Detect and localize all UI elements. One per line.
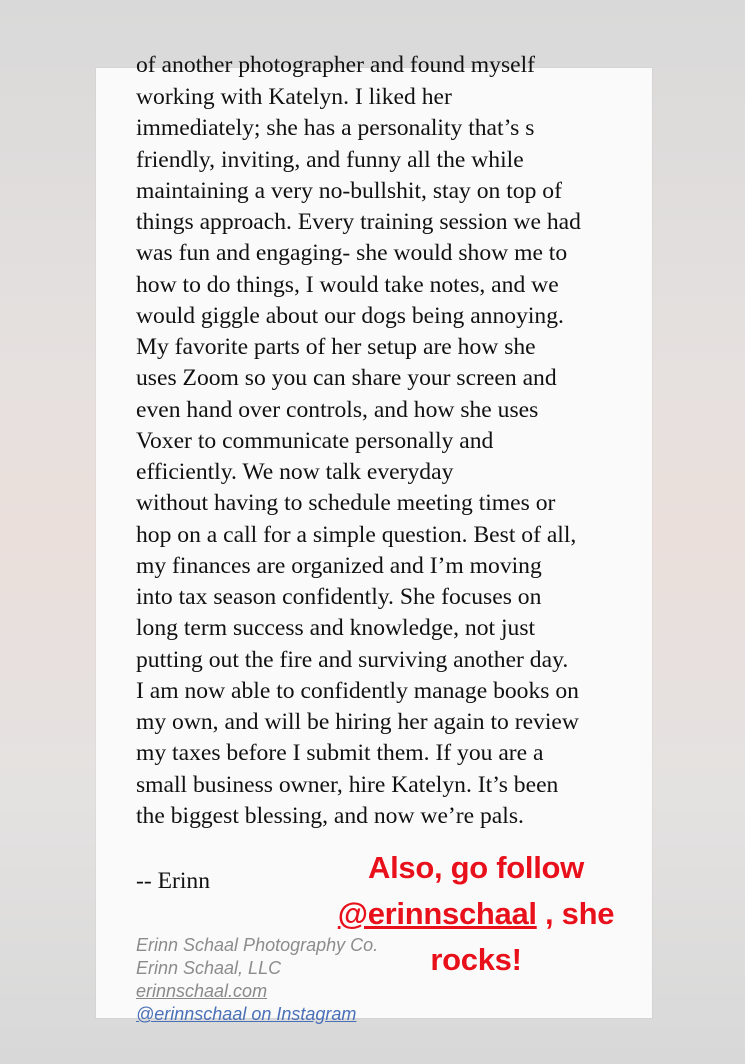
- testimonial-line: small business owner, hire Katelyn. It’s been: [136, 771, 559, 798]
- testimonial-line: my own, and will be hiring her again to review: [136, 709, 579, 735]
- promo-line-3: rocks!: [430, 942, 522, 977]
- promo-overlay-text: [318, 845, 634, 983]
- testimonial-line: my taxes before I submit them. If you are a: [136, 740, 544, 767]
- testimonial-line: without having to schedule meeting times or: [136, 490, 556, 517]
- promo-line-2: [318, 891, 634, 937]
- testimonial-line: long term success and knowledge, not just: [136, 615, 536, 642]
- promo-line-1: Also, go follow: [368, 850, 584, 885]
- testimonial-line: efficiently. We now talk everyday: [136, 459, 454, 485]
- instagram-handle-mention[interactable]: @erinnschaal: [337, 896, 537, 931]
- testimonial-line: working with Katelyn. I liked her: [136, 84, 452, 110]
- testimonial-line: friendly, inviting, and funny all the while: [136, 146, 524, 173]
- testimonial-line: Voxer to communicate personally and: [136, 427, 494, 454]
- testimonial-line: even hand over controls, and how she uses: [136, 396, 539, 423]
- company-name: Erinn Schaal Photography Co.: [136, 935, 379, 955]
- company-llc: Erinn Schaal, LLC: [136, 958, 282, 978]
- testimonial-line: my finances are organized and I’m moving: [136, 552, 542, 579]
- testimonial-line: would giggle about our dogs being annoying.: [136, 302, 564, 329]
- testimonial-line: My favorite parts of her setup are how she: [136, 334, 536, 360]
- cut-off-text-line: of another photographer and found myself: [136, 52, 536, 78]
- testimonial-line: how to do things, I would take notes, and we: [136, 271, 559, 298]
- testimonial-line: the biggest blessing, and now we’re pals.: [136, 802, 524, 829]
- testimonial-line: I am now able to confidently manage books on: [136, 677, 579, 704]
- instagram-link[interactable]: @erinnschaal on Instagram: [136, 1004, 357, 1024]
- testimonial-line: immediately; she has a personality that’s s: [136, 115, 535, 142]
- testimonial-line: uses Zoom so you can share your screen and: [136, 365, 557, 392]
- testimonial-line: putting out the fire and surviving another day.: [136, 646, 569, 673]
- testimonial-line: was fun and engaging- she would show me to: [136, 240, 568, 267]
- website-link[interactable]: erinnschaal.com: [136, 981, 268, 1001]
- testimonial-line: hop on a call for a simple question. Best of all,: [136, 521, 577, 548]
- promo-line-2-suffix: , she: [536, 896, 615, 931]
- testimonial-line: things approach. Every training session we had: [136, 209, 581, 235]
- testimonial-body: [136, 82, 626, 832]
- testimonial-line: maintaining a very no-bullshit, stay on top of: [136, 177, 562, 204]
- testimonial-signoff: -- Erinn: [136, 868, 211, 894]
- testimonial-line: into tax season confidently. She focuses on: [136, 584, 542, 610]
